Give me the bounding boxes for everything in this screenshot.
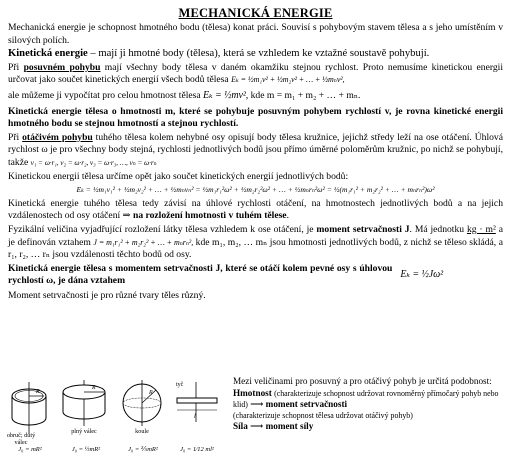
formula-total: Eₖ = ½mv², <box>203 89 249 101</box>
formula-long: Eₖ = ½m₁v₁² + ½m₂v₂² + … + ½mₙvₙ² = ½m₁r₁²ω² + ½m₂r₂²ω² + … + ½mₙrₙ²ω² = ½(m₁r₁² + m₂r₂² + … + mₙrₙ²)ω² <box>76 185 435 195</box>
hoop-icon <box>6 380 52 436</box>
side-force-term: Síla <box>233 420 248 431</box>
rotational-text2: Kinetickou energii tělesa určíme opět jako součet kinetických energií jednotlivých bodů: <box>8 170 349 182</box>
translational-text2: ale můžeme ji vypočítat pro celou hmotnost tělesa <box>8 89 201 101</box>
formula-cylinder: J₀ = ½mR² <box>71 446 101 453</box>
translational-lead: Při <box>8 61 24 73</box>
rotational-text3: Kinetická energie tuhého tělesa tedy závisí na úhlové rychlosti otáčení, na hmotnostech jednotlivých bodů a na jejich vzdálenostech od osy otáčení ⇒ <box>8 197 503 222</box>
shape-rod <box>174 378 220 428</box>
svg-text:l: l <box>194 414 196 420</box>
rotational-text3-bold: na rozložení hmotnosti v tuhém tělese <box>133 210 287 222</box>
shapes-figure <box>6 376 221 458</box>
bold-statement <box>8 106 503 131</box>
formula-sphere: J₀ = ⅖mR² <box>128 446 158 453</box>
formula-speeds: v₁ = ω·r₁, v₂ = ω·r₂, v₃ = ω·r₃, …, vₙ = ω·rₙ <box>30 157 157 167</box>
final-row <box>8 263 503 288</box>
side-mass-row <box>233 388 503 411</box>
translational-text3: kde m = m₁ + m₂ + … + mₙ. <box>250 89 361 101</box>
bold-statement-text: Kinetická energie tělesa o hmotnosti m, které se pohybuje posuvným pohybem rychlostí v, je rovna kinetické energii hmotného bodu se stejnou hmotností a stejnou rychlostí. <box>8 105 503 130</box>
side-force-arrow: ⟶ <box>250 420 264 431</box>
translational-total <box>8 90 503 103</box>
final-bold: Kinetická energie tělesa s momentem setrvačnosti J, které se otáčí kolem pevné osy s úhlovou rychlostí ω, je dána vztahem <box>8 262 393 287</box>
side-force-row <box>233 421 503 433</box>
moment-term: moment setrvačnosti J <box>316 223 410 235</box>
svg-text:R: R <box>149 390 153 396</box>
translational-text: mají všechny body tělesa v daném okamžiku stejnou rychlost. Proto nemusíme kinetickou energii určovat jako součet kinetických energií všech bodů tělesa <box>8 61 503 86</box>
moment-text: Fyzikální veličina vyjadřující rozložení látky tělesa vzhledem k ose otáčení, je <box>8 223 317 235</box>
kinetic-heading: Kinetická energie <box>8 48 88 60</box>
side-torque-term: moment síly <box>265 420 314 431</box>
rotational-lead: Při <box>8 131 23 143</box>
shape-sphere-label: koule <box>135 428 149 435</box>
svg-text:R: R <box>92 385 96 391</box>
side-moment-note: (charakterizuje schopnost tělesa udržovat otáčivý pohyb) <box>233 410 413 420</box>
kinetic-heading-rest: – mají ji hmotné body (tělesa), která se vzhledem ke vztažné soustavě pohybují. <box>87 48 430 60</box>
svg-text:R: R <box>36 389 40 395</box>
rod-label: tyč <box>176 382 184 388</box>
cylinder-icon <box>58 378 110 428</box>
shape-solid-cylinder <box>58 378 110 435</box>
rotational-text3-end: . <box>286 210 289 222</box>
translational-term: posuvném pohybu <box>23 61 101 73</box>
final-formula: Eₖ = ½Jω² <box>400 268 443 280</box>
shape-sphere <box>118 378 166 435</box>
translational-paragraph <box>8 62 503 87</box>
formula-hoop: J₀ = mR² <box>18 446 42 453</box>
shapes-intro: Moment setrvačnosti je pro různé tvary těles různý. <box>8 289 206 301</box>
shape-hoop <box>6 380 52 446</box>
moment-paragraph <box>8 224 503 262</box>
moment-text-d: kde m₁, m₂, … mₙ jsou hmotnosti jednotlivých bodů, z nichž se těleso skládá, a r₁, r₂, … rₙ jsou vzdálenosti těchto bodů od osy. <box>8 236 503 261</box>
moment-text-b: . Má jednotku <box>409 223 467 235</box>
side-line1: Mezi veličinami pro posuvný a pro otáčivý pohyb je určitá podobnost: <box>233 376 492 386</box>
page-title: MECHANICKÁ ENERGIE <box>178 6 333 20</box>
kinetic-definition <box>8 48 503 61</box>
side-moment-term: moment setrvačnosti <box>265 399 348 409</box>
rotational-text: tuhého tělesa kolem nehybné osy opisují body tělesa kružnice, jejichž středy leží na ose otáčení. Úhlová rychlost ω je pro všechny body stejná, rychlosti jednotlivých bodů jsou přímo úměrné poloměrům kružnic, po nichž se pohybují, takže <box>8 131 503 168</box>
formula-rod: J₀ = 1⁄12 ml² <box>180 446 214 453</box>
side-mass-term: Hmotnost <box>233 387 272 398</box>
moment-text-c: a je definován vztahem <box>8 223 503 248</box>
rotational-term: otáčivém pohybu <box>22 131 93 143</box>
side-mass-note: (charakterizuje schopnost udržovat rovnoměrný přímočarý pohyb nebo klid) <box>233 388 499 409</box>
sphere-icon <box>118 378 166 428</box>
formula-moment: J = m₁r₁² + m₂r₂² + … + mₙrₙ², <box>93 237 194 247</box>
rotational-paragraph <box>8 132 503 170</box>
rotational-conclusion <box>8 198 503 223</box>
side-note <box>233 376 503 432</box>
rod-icon <box>174 378 220 428</box>
shape-cylinder-label: plný válec <box>71 428 97 435</box>
intro-paragraph: Mechanická energie je schopnost hmotného bodu (tělesa) konat práci. Souvisí s pohybovým stavem tělesa a s jeho umístěním v silových polích. <box>8 22 503 46</box>
bottom-section <box>6 376 503 458</box>
moment-unit: kg · m² <box>466 223 496 235</box>
formula-sum: Eₖ = ½m₁v² + ½m₂v² + … + ½mₙv², <box>231 75 345 85</box>
shape-hoop-label: obruč; dutý válec <box>6 432 36 446</box>
side-arrow: ⟶ <box>250 399 264 409</box>
